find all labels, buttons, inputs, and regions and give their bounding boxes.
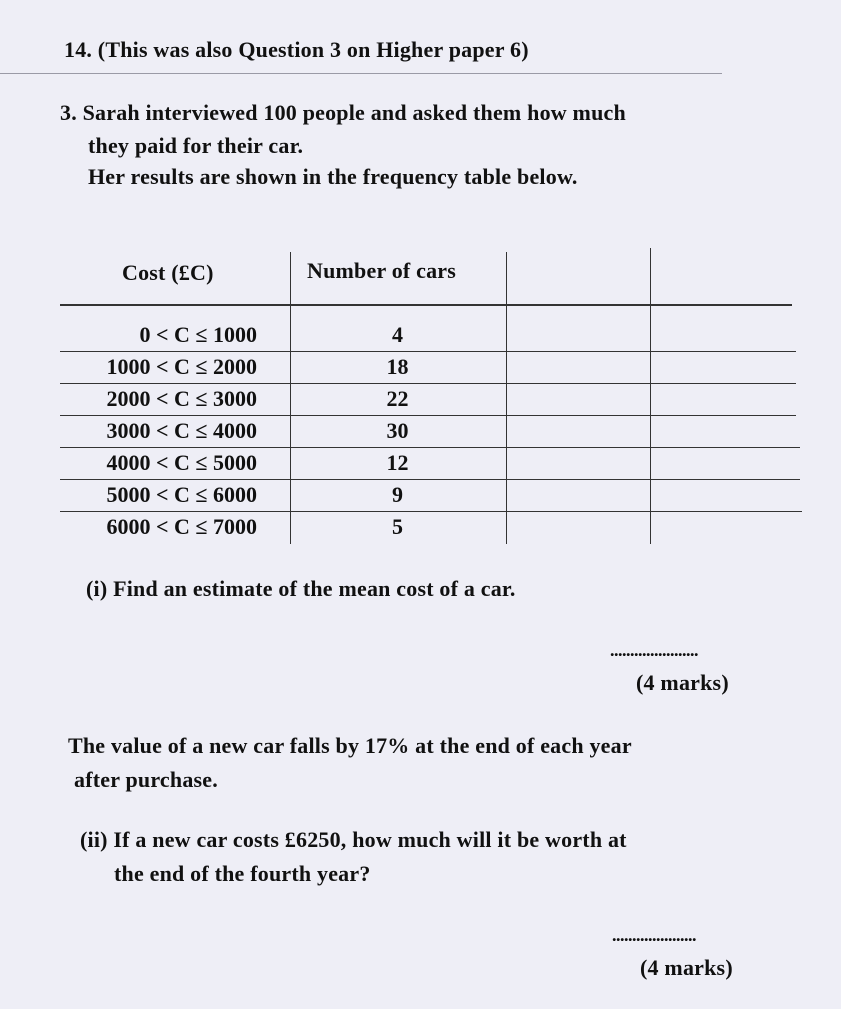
- table-row-range: 4000 < C ≤ 5000: [106, 450, 257, 475]
- column-header-cost: Cost (£C): [122, 260, 214, 285]
- question-intro-line1: 3. Sarah interviewed 100 people and asked them how much: [60, 100, 626, 125]
- table-row-range: 2000 < C ≤ 3000: [106, 386, 257, 411]
- table-row-range: 3000 < C ≤ 4000: [106, 418, 257, 443]
- depreciation-statement-line1: The value of a new car falls by 17% at the end of each year: [68, 733, 632, 758]
- table-row-range: 6000 < C ≤ 7000: [106, 514, 257, 539]
- question-intro-line3: Her results are shown in the frequency table below.: [88, 164, 578, 189]
- column-header-count: Number of cars: [307, 258, 457, 283]
- table-row-count: 12: [386, 450, 409, 475]
- table-row-rule: [60, 383, 796, 384]
- table-row-rule: [60, 447, 800, 448]
- part-ii-marks: (4 marks): [640, 955, 733, 980]
- question-intro-line2: they paid for their car.: [88, 133, 304, 158]
- part-i-answer-line: ......................: [610, 640, 698, 660]
- question-header: 14. (This was also Question 3 on Higher paper 6): [64, 37, 529, 62]
- table-row-rule: [60, 351, 796, 352]
- table-divider-2: [506, 252, 507, 544]
- table-row-range: 5000 < C ≤ 6000: [106, 482, 257, 507]
- part-ii-question-line2: the end of the fourth year?: [114, 861, 371, 886]
- table-row-rule: [60, 479, 800, 480]
- part-i-marks: (4 marks): [636, 670, 729, 695]
- part-ii-question-line1: (ii) If a new car costs £6250, how much will it be worth at: [80, 827, 627, 852]
- table-row-range: 1000 < C ≤ 2000: [106, 354, 257, 379]
- table-header-rule: [60, 304, 792, 306]
- table-row-count: 5: [392, 514, 403, 539]
- part-ii-answer-line: .....................: [612, 925, 696, 945]
- table-row-rule: [60, 511, 802, 512]
- table-row-count: 18: [386, 354, 409, 379]
- header-divider: [0, 73, 722, 74]
- table-row-count: 4: [392, 322, 403, 347]
- table-row-count: 9: [392, 482, 403, 507]
- depreciation-statement-line2: after purchase.: [74, 767, 218, 792]
- table-row-count: 22: [386, 386, 409, 411]
- part-i-question: (i) Find an estimate of the mean cost of a car.: [86, 576, 516, 601]
- table-row-count: 30: [386, 418, 409, 443]
- table-row-range: 0 < C ≤ 1000: [139, 322, 257, 347]
- table-row-rule: [60, 415, 796, 416]
- table-divider-3: [650, 248, 651, 544]
